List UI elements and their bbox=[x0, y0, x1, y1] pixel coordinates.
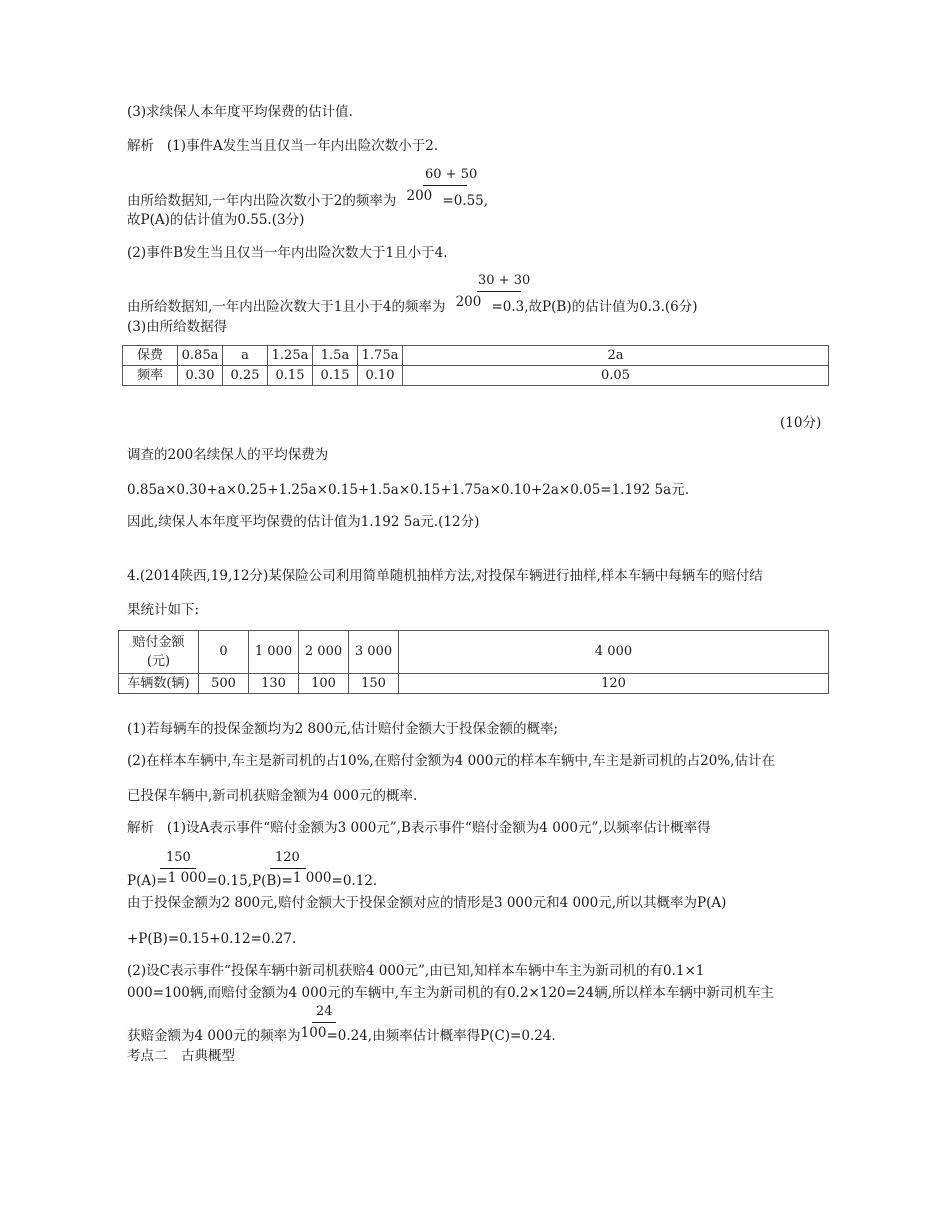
solution-line: 0.85a×0.30+a×0.25+1.25a×0.15+1.5a×0.15+1.75a×0.10+2a×0.05=1.192 5a元. bbox=[127, 482, 689, 498]
solution-line: 因此,续保人本年度平均保费的估计值为1.192 5a元.(12分) bbox=[127, 514, 480, 530]
solution-label: 解析 bbox=[127, 138, 154, 154]
question-text: 已投保车辆中,新司机获赔金额为4 000元的概率. bbox=[127, 788, 418, 804]
question-text: (2)在样本车辆中,车主是新司机的占10%,在赔付金额为4 000元的样本车辆中,车主是新司机的占20%,估计在 bbox=[127, 753, 775, 769]
solution-line: (2)事件B发生当且仅当一年内出险次数大于1且小于4. bbox=[127, 245, 448, 261]
solution-line: 获赔金额为4 000元的频率为100=0.24,由频率估计概率得P(C)=0.24. bbox=[127, 1025, 556, 1044]
fraction-denominator: 200 bbox=[455, 294, 482, 310]
fraction-bar bbox=[270, 868, 306, 869]
solution-line bbox=[127, 137, 438, 155]
fraction-bar bbox=[160, 868, 196, 869]
fraction-denominator: 1 000 bbox=[292, 870, 332, 886]
fraction-denominator: 200 bbox=[406, 188, 433, 204]
table-row: 赔付金额 (元) 0 1 000 2 000 3 000 4 000 bbox=[119, 631, 829, 674]
solution-line: (2)设C表示事件“投保车辆中新司机获赔4 000元”,由已知,知样本车辆中车主为新司机的有0.1×1 bbox=[127, 963, 705, 979]
question-text: 果统计如下: bbox=[127, 602, 200, 618]
solution-line: 调查的200名续保人的平均保费为 bbox=[127, 447, 329, 463]
table-row: 车辆数(辆) 500 130 100 150 120 bbox=[119, 674, 829, 694]
fraction-numerator: 120 bbox=[275, 850, 300, 865]
question-text: (1)若每辆车的投保金额均为2 800元,估计赔付金额大于投保金额的概率; bbox=[127, 721, 559, 737]
fraction-bar bbox=[477, 291, 521, 292]
solution-line: 解析 (1)设A表示事件“赔付金额为3 000元”,B表示事件“赔付金额为4 000元”,以频率估计概率得 bbox=[127, 820, 711, 836]
solution-line: 故P(A)的估计值为0.55.(3分) bbox=[127, 212, 305, 228]
score-note: (10分) bbox=[780, 415, 822, 431]
fraction-bar bbox=[423, 185, 467, 186]
table-row: 保费 0.85a a 1.25a 1.5a 1.75a 2a bbox=[123, 346, 829, 366]
solution-line: (3)由所给数据得 bbox=[127, 319, 228, 335]
claims-table bbox=[118, 630, 829, 694]
fraction-numerator: 30 + 30 bbox=[478, 273, 531, 288]
premium-frequency-table bbox=[122, 345, 829, 386]
solution-line: +P(B)=0.15+0.12=0.27. bbox=[127, 931, 297, 947]
section-heading: 考点二 古典概型 bbox=[127, 1048, 235, 1064]
q3-header: (3)求续保人本年度平均保费的估计值. bbox=[127, 104, 353, 120]
solution-label: 解析 bbox=[127, 820, 154, 836]
solution-line: 由所给数据知,一年内出险次数大于1且小于4的频率为 200 =0.3,故P(B)的估计值为0.3.(6分) bbox=[127, 294, 698, 315]
solution-line: P(A)=1 000=0.15,P(B)=1 000=0.12. bbox=[127, 870, 378, 889]
solution-line: 000=100辆,而赔付金额为4 000元的车辆中,车主为新司机的有0.2×120=24辆,所以样本车辆中新司机车主 bbox=[127, 985, 774, 1001]
question-text: 4.(2014陕西,19,12分)某保险公司利用简单随机抽样方法,对投保车辆进行抽样,样本车辆中每辆车的赔付结 bbox=[127, 568, 763, 584]
fraction-numerator: 24 bbox=[316, 1004, 333, 1019]
fraction-denominator: 100 bbox=[300, 1025, 327, 1041]
solution-line: 由于投保金额为2 800元,赔付金额大于投保金额对应的情形是3 000元和4 000元,所以其概率为P(A) bbox=[127, 895, 727, 911]
table-header-cell: 赔付金额 (元) bbox=[119, 631, 199, 674]
fraction-numerator: 60 + 50 bbox=[425, 167, 478, 182]
solution-line: 由所给数据知,一年内出险次数小于2的频率为 200 =0.55, bbox=[127, 188, 489, 209]
fraction-denominator: 1 000 bbox=[167, 870, 207, 886]
fraction-bar bbox=[312, 1022, 336, 1023]
table-row: 频率 0.30 0.25 0.15 0.15 0.10 0.05 bbox=[123, 366, 829, 386]
fraction-numerator: 150 bbox=[166, 850, 191, 865]
part1-text: (1)事件A发生当且仅当一年内出险次数小于2. bbox=[166, 138, 439, 154]
